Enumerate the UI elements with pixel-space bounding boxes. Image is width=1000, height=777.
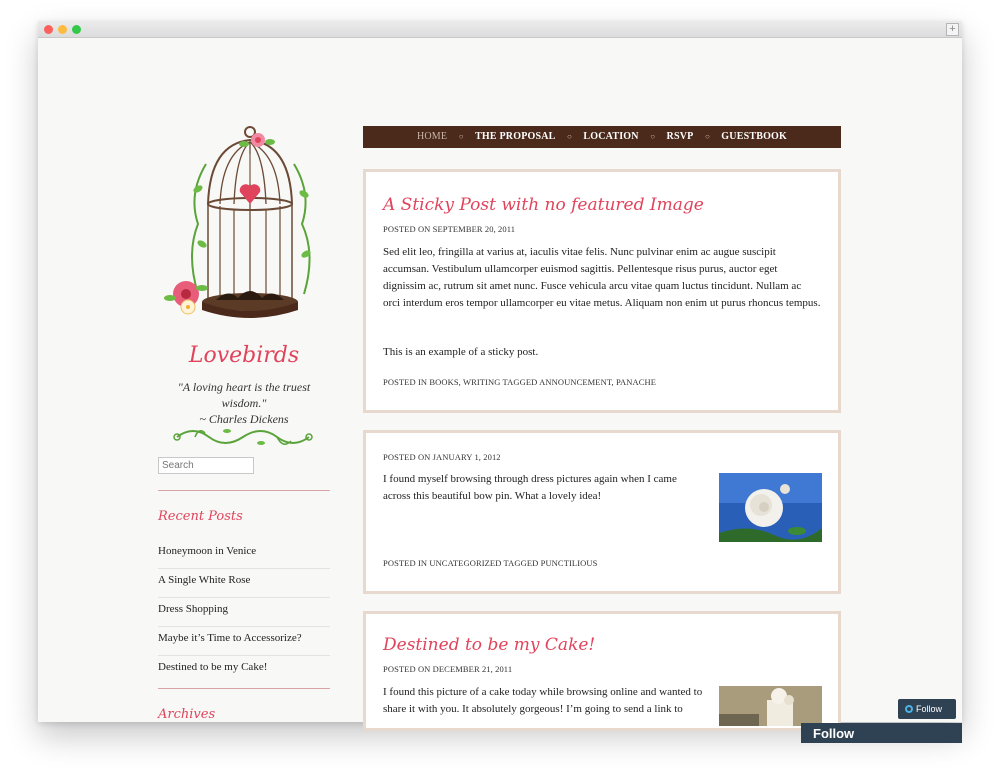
site-tagline <box>158 379 330 427</box>
web-page <box>38 38 962 741</box>
window-titlebar <box>38 21 962 38</box>
tagline-author: ~ Charles Dickens <box>199 412 289 426</box>
recent-post-link[interactable]: Dress Shopping <box>158 598 330 627</box>
post-footer-meta: POSTED IN UNCATEGORIZED TAGGED PUNCTILIOUS <box>383 558 598 568</box>
nav-separator-icon: ○ <box>458 132 464 141</box>
zoom-window-button[interactable] <box>72 25 81 34</box>
post-paragraph: This is an example of a sticky post. <box>383 346 539 358</box>
follow-button[interactable] <box>898 699 956 719</box>
post-title[interactable]: Destined to be my Cake! <box>383 635 596 655</box>
nav-item-the-proposal[interactable]: THE PROPOSAL <box>475 131 556 142</box>
follow-panel-label: Follow <box>813 726 855 741</box>
post-paragraph: I found this picture of a cake today while browsing online and wanted to share it with you. It absolutely gorgeous! I’m going to send a link to <box>383 686 703 715</box>
recent-post-link[interactable]: Honeymoon in Venice <box>158 540 330 569</box>
post-date: POSTED ON SEPTEMBER 20, 2011 <box>383 224 516 234</box>
vine-divider-icon <box>173 421 313 453</box>
recent-posts-list <box>158 540 330 685</box>
post-title[interactable]: A Sticky Post with no featured Image <box>383 195 704 215</box>
post-footer-meta: POSTED IN BOOKS, WRITING TAGGED ANNOUNCEMENT, PANACHE <box>383 377 657 387</box>
sidebar-divider <box>158 688 330 689</box>
new-tab-button[interactable]: + <box>946 23 959 36</box>
nav-separator-icon: ○ <box>704 132 710 141</box>
post-cake <box>363 611 841 731</box>
follow-button-label: Follow <box>916 704 943 714</box>
archives-heading: Archives <box>158 707 216 722</box>
birdcage-logo-icon[interactable] <box>158 124 330 319</box>
wedding-cake-thumbnail[interactable] <box>719 686 822 726</box>
main-navigation <box>363 126 841 148</box>
post-paragraph: Sed elit leo, fringilla at varius at, iaculis vitae felis. Nunc pulvinar enim ac augue suscipit accumsan. Vestibulum ullamcorper euismod sagittis. Pellentesque risus purus, auctor eget dignissim ac, rutrum sit amet nunc. Fusce vehicula arcu vitae quam luctus tincidunt. Nullam ac orci interdum eros tempor ullamcorper eu vitae metus. Aliquam non enim ut purus rhoncus tempus. <box>383 246 821 309</box>
nav-item-home[interactable]: HOME <box>416 131 448 142</box>
minimize-window-button[interactable] <box>58 25 67 34</box>
follow-circle-icon <box>905 705 913 713</box>
post-paragraph: I found myself browsing through dress pictures again when I came across this beautiful bow pin. What a lovely idea! <box>383 473 677 502</box>
recent-posts-heading: Recent Posts <box>158 509 243 524</box>
recent-post-link[interactable]: A Single White Rose <box>158 569 330 598</box>
post-date: POSTED ON DECEMBER 21, 2011 <box>383 664 513 674</box>
close-window-button[interactable] <box>44 25 53 34</box>
post-date: POSTED ON JANUARY 1, 2012 <box>383 452 501 462</box>
post-status <box>363 430 841 594</box>
post-sticky <box>363 169 841 413</box>
sidebar-divider <box>158 490 330 491</box>
nav-separator-icon: ○ <box>567 132 572 141</box>
white-rose-thumbnail[interactable] <box>719 473 822 542</box>
recent-post-link[interactable]: Maybe it’s Time to Accessorize? <box>158 627 330 656</box>
recent-post-link[interactable]: Destined to be my Cake! <box>158 661 268 673</box>
site-title[interactable]: Lovebirds <box>188 343 300 368</box>
tagline-quote: "A loving heart is the truest wisdom." <box>177 380 311 410</box>
search-input[interactable] <box>158 457 254 474</box>
nav-item-location[interactable]: LOCATION <box>583 131 639 142</box>
browser-window <box>38 21 962 741</box>
nav-item-rsvp[interactable]: RSVP <box>666 131 694 142</box>
nav-separator-icon: ○ <box>650 132 656 141</box>
nav-item-guestbook[interactable]: GUESTBOOK <box>721 131 788 142</box>
follow-panel[interactable] <box>801 723 962 743</box>
